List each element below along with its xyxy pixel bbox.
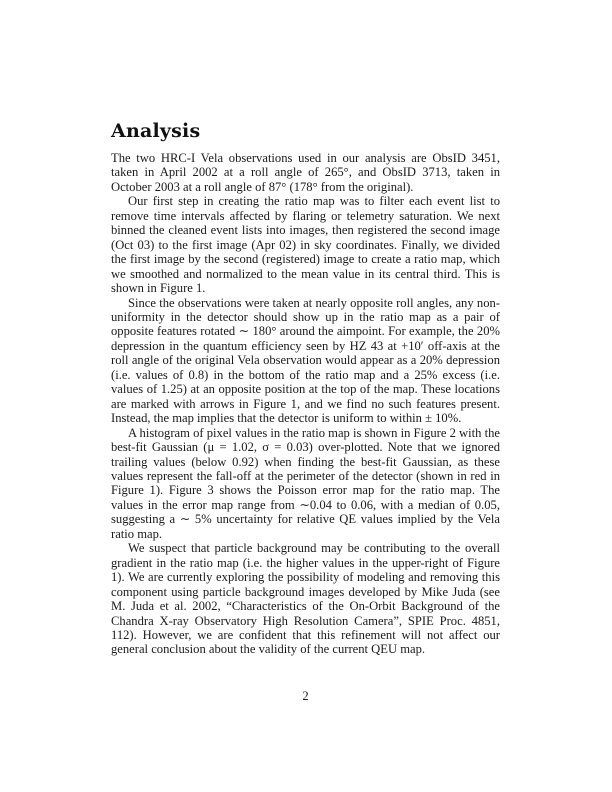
paragraph: We suspect that particle background may be contributing to the overall gradient in the ratio map (i.e. the higher values in the upper-right of Figure 1). We are currently exploring the possibility of modeling and removing this component using particle background images developed by Mike Juda (see M. Juda et al. 2002, “Characteristics of the On-Orbit Background of the Chandra X-ray Observatory High Resolution Camera”, SPIE Proc. 4851, 112). However, we are confident that this refinement will not affect our general conclusion about the validity of the current QEU map. <box>111 541 500 657</box>
page-number: 2 <box>302 689 309 703</box>
section-body <box>111 151 500 657</box>
paragraph: The two HRC-I Vela observations used in our analysis are ObsID 3451, taken in April 2002 at a roll angle of 265°, and ObsID 3713, taken in October 2003 at a roll angle of 87° (178° from the original). <box>111 151 500 194</box>
paragraph: A histogram of pixel values in the ratio map is shown in Figure 2 with the best-fit Gaussian (μ = 1.02, σ = 0.03) over-plotted. Note that we ignored trailing values (below 0.92) when finding the best-fit Gaussian, as these values represent the fall-off at the perimeter of the detector (shown in red in Figure 1). Figure 3 shows the Poisson error map for the ratio map. The values in the error map range from ∼0.04 to 0.06, with a median of 0.05, suggesting a ∼ 5% uncertainty for relative QE values implied by the Vela ratio map. <box>111 425 500 541</box>
section-heading: Analysis <box>111 120 201 142</box>
paragraph: Our first step in creating the ratio map was to filter each event list to remove time intervals affected by flaring or telemetry saturation. We next binned the cleaned event lists into images, then registered the second image (Oct 03) to the first image (Apr 02) in sky coordinates. Finally, we divided the first image by the second (registered) image to create a ratio map, which we smoothed and normalized to the mean value in its central third. This is shown in Figure 1. <box>111 194 500 296</box>
paragraph: Since the observations were taken at nearly opposite roll angles, any non-uniformity in the detector should show up in the ratio map as a pair of opposite features rotated ∼ 180° around the aimpoint. For example, the 20% depression in the quantum efficiency seen by HZ 43 at +10′ off-axis at the roll angle of the original Vela observation would appear as a 20% depression (i.e. values of 0.8) in the bottom of the ratio map and a 25% excess (i.e. values of 1.25) at an opposite position at the top of the map. These locations are marked with arrows in Figure 1, and we find no such features present. Instead, the map implies that the detector is uniform to within ± 10%. <box>111 295 500 426</box>
